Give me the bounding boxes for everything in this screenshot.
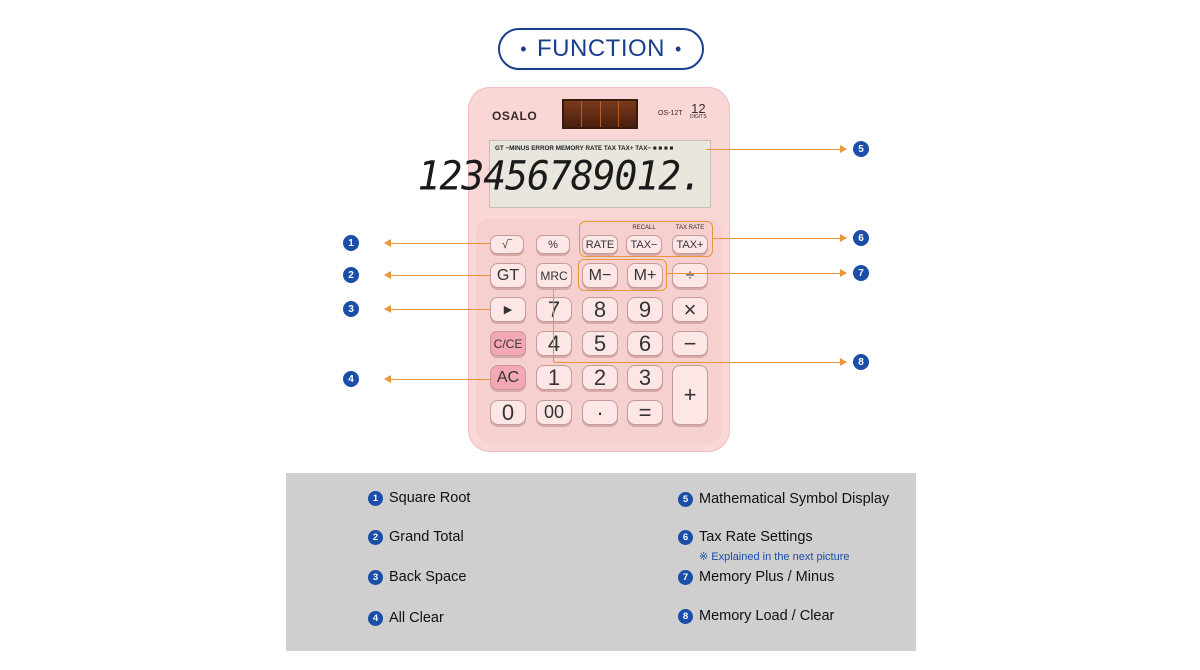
legend-note: ※ Explained in the next picture [699,551,850,563]
legend-item [678,569,834,585]
equals-key[interactable]: = [627,400,663,425]
legend-item [678,608,834,624]
tax-plus-key[interactable]: TAX+ [672,235,708,254]
percent-key[interactable]: % [536,235,570,254]
arrow-7 [667,273,846,274]
decimal-key[interactable]: · [582,400,618,425]
legend-label: All Clear [389,610,444,626]
callout-3-badge: 3 [343,301,359,317]
double-zero-key[interactable]: 00 [536,400,572,425]
title-dot-left: • [520,38,527,59]
brand-logo: OSALO [492,109,538,123]
seven-key[interactable]: 7 [536,297,572,322]
legend-item [368,490,470,506]
gt-key[interactable]: GT [490,263,526,288]
memory-keys-highlight [578,259,667,291]
arrow-8 [554,362,846,363]
tax-keys-highlight [579,221,713,257]
m-minus-key[interactable]: M− [582,263,618,288]
legend-item [368,569,466,585]
callout-6-badge: 6 [853,230,869,246]
legend-number-badge: 6 [678,530,693,545]
title-dot-right: • [674,38,682,59]
legend-number-badge: 3 [368,570,383,585]
model-label: OS-12T [658,110,683,117]
legend-panel [286,473,916,651]
legend-item [678,529,813,545]
calculator [417,87,730,452]
legend-number-badge: 1 [368,491,383,506]
callout-5-badge: 5 [853,141,869,157]
five-key[interactable]: 5 [582,331,618,356]
m-plus-key[interactable]: M+ [627,263,663,288]
eight-key[interactable]: 8 [582,297,618,322]
ac-key[interactable]: AC [490,365,526,390]
legend-number-badge: 4 [368,611,383,626]
multiply-key[interactable]: × [672,297,708,322]
legend-item [678,491,889,507]
arrow-4 [385,379,490,380]
legend-label: Grand Total [389,529,464,545]
legend-number-badge: 5 [678,492,693,507]
callout-1-badge: 1 [343,235,359,251]
arrow-3 [385,309,490,310]
minus-key[interactable]: − [672,331,708,356]
legend-number-badge: 7 [678,570,693,585]
legend-item [368,610,444,626]
legend-item [368,529,464,545]
legend-label: Back Space [389,569,467,585]
mrc-key[interactable]: MRC [536,263,572,288]
legend-label: Square Root [389,490,471,506]
sqrt-key[interactable]: √‾ [490,235,524,254]
lcd-display [417,140,711,208]
plus-key[interactable]: + [672,365,708,425]
legend-label: Memory Load / Clear [699,608,835,624]
callout-2-badge: 2 [343,267,359,283]
six-key[interactable]: 6 [627,331,663,356]
recall-label: RECALL [632,225,656,231]
callout-7-badge: 7 [853,265,869,281]
arrow-5 [706,149,846,150]
legend-label: Memory Plus / Minus [699,569,835,585]
four-key[interactable]: 4 [536,331,572,356]
two-key[interactable]: 2 [582,365,618,390]
title-text: FUNCTION [537,35,665,62]
solar-panel [562,99,638,129]
arrow-2 [385,275,490,276]
legend-label: Mathematical Symbol Display [699,491,890,507]
divide-key[interactable]: ÷ [672,263,708,288]
tax-minus-key[interactable]: TAX− [626,235,662,254]
legend-number-badge: 2 [368,530,383,545]
callout-8-badge: 8 [853,354,869,370]
tax-rate-label: TAX RATE [675,225,705,231]
rate-key[interactable]: RATE [582,235,618,254]
backspace-key[interactable]: ▶ [490,297,526,322]
legend-number-badge: 8 [678,609,693,624]
one-key[interactable]: 1 [536,365,572,390]
three-key[interactable]: 3 [627,365,663,390]
arrow-1 [385,243,490,244]
nine-key[interactable]: 9 [627,297,663,322]
callout-4-badge: 4 [343,371,359,387]
mrc-connector-line [553,289,554,362]
cce-key[interactable]: C/CE [490,331,526,356]
lcd-symbol-row: GT −MINUS ERROR MEMORY RATE TAX TAX+ TAX− ■ ■ ■ ■ [495,145,674,152]
zero-key[interactable]: 0 [490,400,526,425]
function-title [498,28,704,70]
lcd-digits: 123456789012. [417,152,702,200]
digits-badge: 12 DIGITS [690,101,707,120]
legend-label: Tax Rate Settings [699,529,813,545]
arrow-6 [713,238,846,239]
